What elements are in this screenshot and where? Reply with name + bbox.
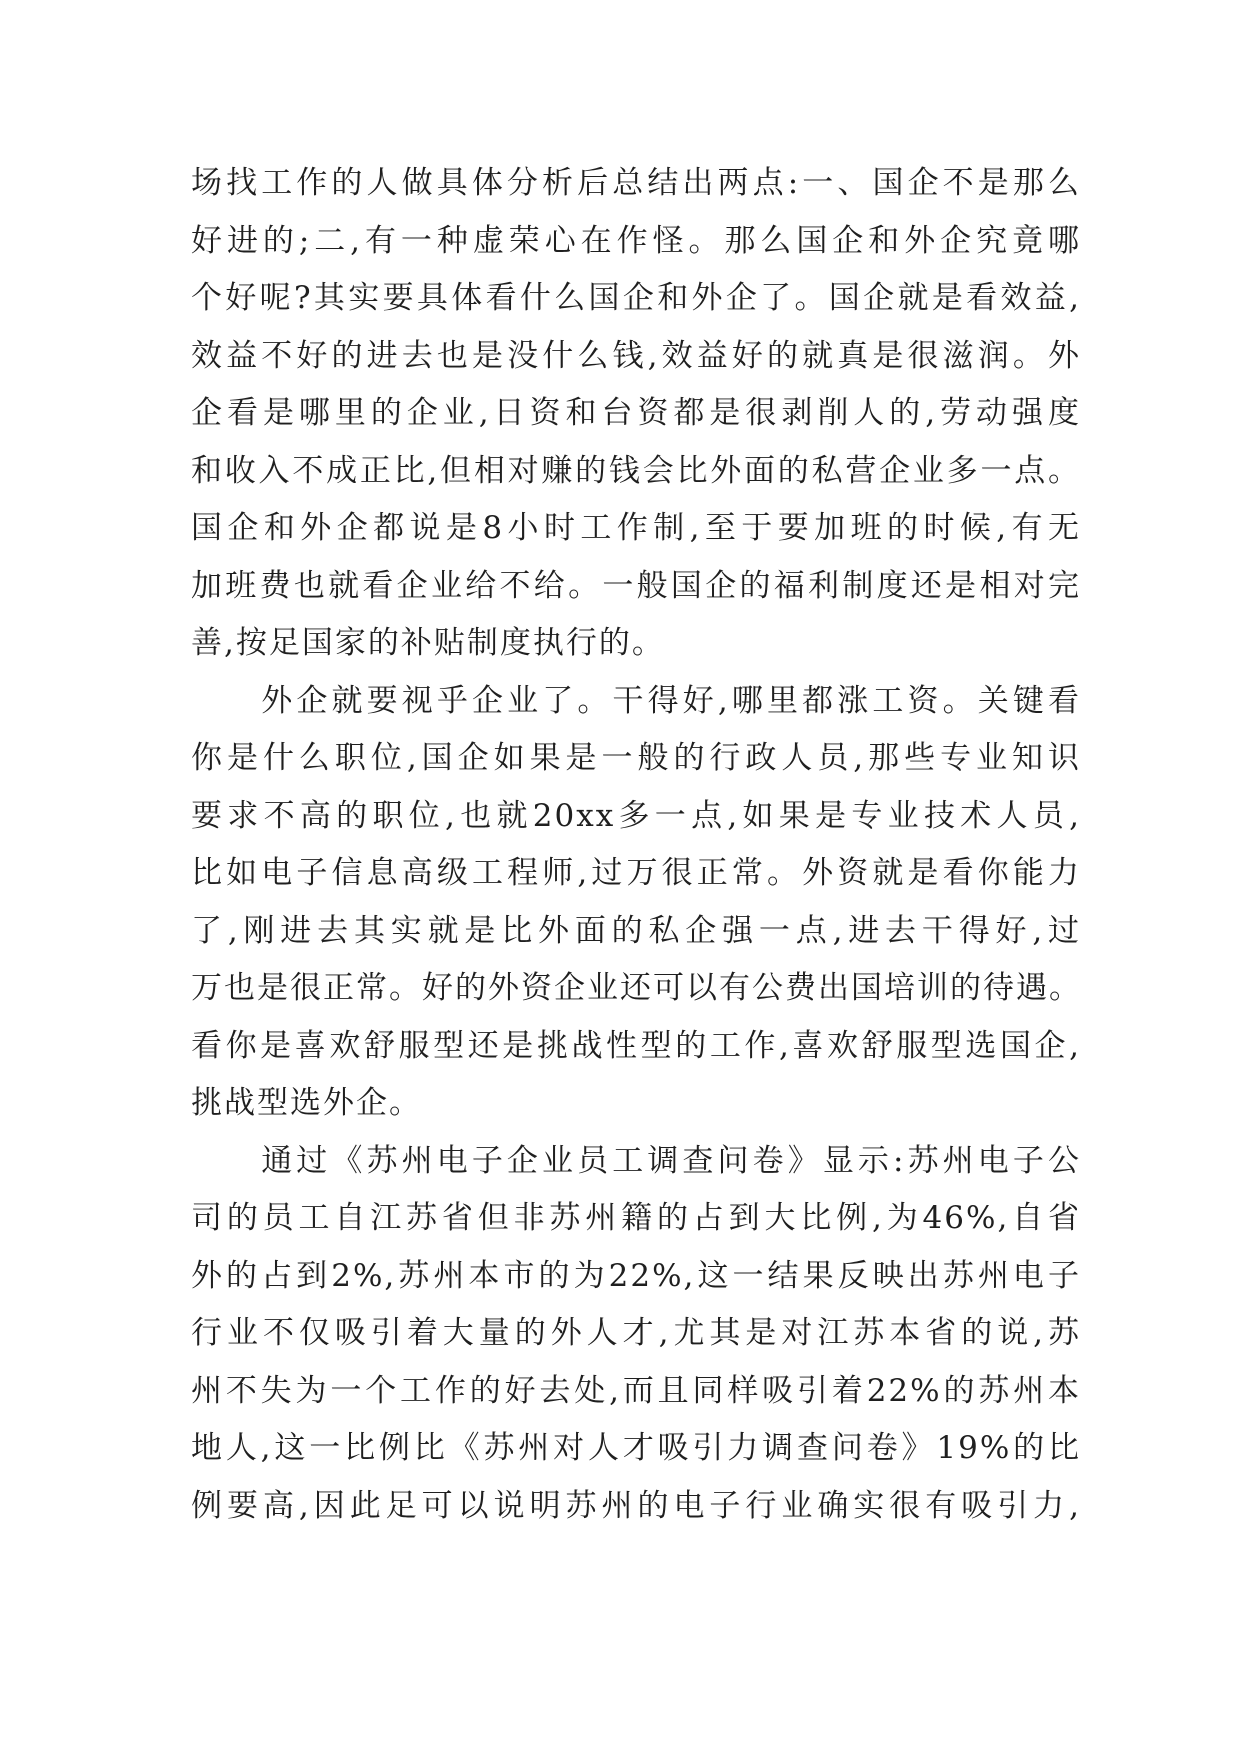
text-line: 了,刚进去其实就是比外面的私企强一点,进去干得好,过 (191, 912, 1081, 949)
text-line: 地人,这一比例比《苏州对人才吸引力调查问卷》19%的比 (191, 1430, 1081, 1466)
text-line: 看你是喜欢舒服型还是挑战性型的工作,喜欢舒服型选国企, (191, 1027, 1081, 1064)
text-line: 比如电子信息高级工程师,过万很正常。外资就是看你能力 (191, 855, 1081, 891)
text-line: 和收入不成正比,但相对赚的钱会比外面的私营企业多一点。 (191, 452, 1081, 489)
text-line: 行业不仅吸引着大量的外人才,尤其是对江苏本省的说,苏 (191, 1315, 1081, 1351)
text-line: 你是什么职位,国企如果是一般的行政人员,那些专业知识 (191, 740, 1081, 776)
text-line: 国企和外企都说是8小时工作制,至于要加班的时候,有无 (191, 510, 1081, 546)
text-line: 效益不好的进去也是没什么钱,效益好的就真是很滋润。外 (191, 337, 1081, 374)
text-line: 个好呢?其实要具体看什么国企和外企了。国企就是看效益, (191, 280, 1081, 316)
text-line: 善,按足国家的补贴制度执行的。 (191, 625, 665, 661)
text-line: 挑战型选外企。 (191, 1085, 422, 1121)
text-line: 好进的;二,有一种虚荣心在作怪。那么国企和外企究竟哪 (191, 222, 1081, 259)
text-line: 要求不高的职位,也就20xx多一点,如果是专业技术人员, (191, 797, 1081, 834)
text-line: 外企就要视乎企业了。干得好,哪里都涨工资。关键看 (191, 682, 1081, 719)
text-line: 州不失为一个工作的好去处,而且同样吸引着22%的苏州本 (191, 1372, 1081, 1409)
text-line: 司的员工自江苏省但非苏州籍的占到大比例,为46%,自省 (191, 1200, 1081, 1236)
paragraph-1 (191, 155, 1081, 673)
text-line: 外的占到2%,苏州本市的为22%,这一结果反映出苏州电子 (191, 1257, 1081, 1294)
paragraph-3 (191, 1133, 1081, 1536)
text-line: 加班费也就看企业给不给。一般国企的福利制度还是相对完 (191, 567, 1081, 604)
text-line: 例要高,因此足可以说明苏州的电子行业确实很有吸引力, (191, 1487, 1081, 1524)
document-body (191, 155, 1081, 1535)
text-line: 万也是很正常。好的外资企业还可以有公费出国培训的待遇。 (191, 970, 1082, 1006)
text-line: 场找工作的人做具体分析后总结出两点:一、国企不是那么 (191, 165, 1081, 201)
text-line: 企看是哪里的企业,日资和台资都是很剥削人的,劳动强度 (191, 395, 1081, 431)
text-line: 通过《苏州电子企业员工调查问卷》显示:苏州电子公 (191, 1142, 1081, 1179)
paragraph-2 (191, 673, 1081, 1133)
